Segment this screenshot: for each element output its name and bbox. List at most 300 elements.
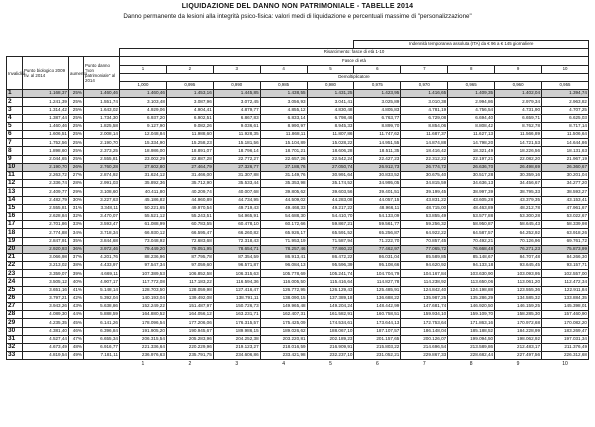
aumento-cell: 28% bbox=[69, 180, 84, 188]
value-cell: 150.726,73 bbox=[213, 303, 260, 311]
punto-biologico-cell: 2.336,74 bbox=[23, 180, 69, 188]
value-cell: 1.416,65 bbox=[401, 90, 448, 98]
table-row bbox=[7, 221, 589, 229]
value-cell: 59.561,77 bbox=[354, 221, 401, 229]
invalidita-cell: 14 bbox=[7, 196, 23, 204]
demoltiplicatore-value: 1,000 bbox=[120, 81, 167, 89]
value-cell: 26.774,72 bbox=[401, 163, 448, 171]
invalidita-header: Invalidità bbox=[7, 57, 23, 90]
aumento-cell: 32% bbox=[69, 212, 84, 220]
aumento-cell: 48% bbox=[69, 343, 84, 351]
value-cell: 43.153,41 bbox=[542, 196, 589, 204]
value-cell: 35.712,90 bbox=[166, 180, 213, 188]
value-cell: 59.867,21 bbox=[307, 221, 354, 229]
value-cell: 40.209,74 bbox=[166, 188, 213, 196]
value-cell: 22.197,21 bbox=[448, 155, 495, 163]
invalidita-cell: 22 bbox=[7, 262, 23, 270]
table-row bbox=[7, 286, 589, 294]
table-row bbox=[7, 155, 589, 163]
aumento-cell: 45% bbox=[69, 319, 84, 327]
invalidita-cell: 32 bbox=[7, 343, 23, 351]
value-cell: 146.159,25 bbox=[495, 303, 542, 311]
aumento-cell: 25% bbox=[69, 98, 84, 106]
punto-biologico-cell: 2.044,65 bbox=[23, 155, 69, 163]
punto-biologico-cell: 3.651,16 bbox=[23, 286, 69, 294]
value-cell: 40.007,68 bbox=[213, 188, 260, 196]
aumento-cell: 25% bbox=[69, 106, 84, 114]
value-cell: 4.879,77 bbox=[213, 106, 260, 114]
punto-danno-cell: 6.655,34 bbox=[84, 335, 120, 343]
value-cell: 73.048,92 bbox=[120, 237, 167, 245]
value-cell: 71.587,94 bbox=[307, 237, 354, 245]
aumento-cell: 25% bbox=[69, 147, 84, 155]
value-cell: 140.193,04 bbox=[120, 294, 167, 302]
value-cell: 3.087,96 bbox=[166, 98, 213, 106]
value-cell: 60.783,55 bbox=[166, 221, 213, 229]
value-cell: 212.483,17 bbox=[495, 343, 542, 351]
value-cell: 86.913,41 bbox=[260, 253, 307, 261]
footer-number: 5 bbox=[329, 360, 332, 367]
table-row bbox=[7, 196, 589, 204]
value-cell: 34.456,67 bbox=[495, 180, 542, 188]
value-cell: 6.763,77 bbox=[354, 114, 401, 122]
value-cell: 1.453,16 bbox=[166, 90, 213, 98]
punto-danno-cell: 6.141,26 bbox=[84, 319, 120, 327]
value-cell: 221.336,64 bbox=[120, 343, 167, 351]
demoltiplicatore-value: 0,995 bbox=[166, 81, 213, 89]
value-cell: 124.198,88 bbox=[448, 286, 495, 294]
value-cell: 232.237,10 bbox=[307, 352, 354, 360]
value-cell: 87.795,78 bbox=[166, 253, 213, 261]
value-cell: 47.961,67 bbox=[542, 204, 589, 212]
value-cell: 95.596,39 bbox=[307, 262, 354, 270]
punto-danno-cell: 3.972,46 bbox=[84, 245, 120, 253]
punto-danno-cell: 5.148,14 bbox=[84, 286, 120, 294]
punto-biologico-cell: 3.359,07 bbox=[23, 270, 69, 278]
footer-number: 4 bbox=[282, 360, 285, 367]
value-cell: 11.988,60 bbox=[166, 131, 213, 139]
value-cell: 137.389,18 bbox=[307, 294, 354, 302]
invalidita-cell: 15 bbox=[7, 204, 23, 212]
value-cell: 146.920,50 bbox=[448, 303, 495, 311]
value-cell: 116.594,36 bbox=[213, 278, 260, 286]
table-row bbox=[7, 122, 589, 130]
punto-danno-header: Punto danno "non patrimoniale" al 2014 bbox=[84, 57, 120, 90]
value-cell: 70.126,96 bbox=[495, 237, 542, 245]
aumento-cell: 25% bbox=[69, 114, 84, 122]
value-cell: 8.899,70 bbox=[354, 122, 401, 130]
value-cell: 6.937,20 bbox=[120, 114, 167, 122]
value-cell: 44.509,02 bbox=[260, 196, 307, 204]
value-cell: 71.222,70 bbox=[354, 237, 401, 245]
value-cell: 69.761,72 bbox=[542, 237, 589, 245]
punto-danno-cell: 5.888,59 bbox=[84, 311, 120, 319]
risarcimento-header: Risarcimento: fasce di età 1-10 bbox=[120, 49, 589, 57]
value-cell: 149.204,24 bbox=[307, 303, 354, 311]
value-cell: 61.088,99 bbox=[120, 221, 167, 229]
punto-biologico-cell: 4.381,40 bbox=[23, 327, 69, 335]
value-cell: 211.376,49 bbox=[542, 343, 589, 351]
value-cell: 170.082,20 bbox=[542, 319, 589, 327]
value-cell: 54.410,70 bbox=[307, 212, 354, 220]
value-cell: 3.041,41 bbox=[307, 98, 354, 106]
value-cell: 21.967,19 bbox=[542, 155, 589, 163]
value-cell: 43.831,22 bbox=[401, 196, 448, 204]
value-cell: 227.497,56 bbox=[495, 352, 542, 360]
invalidita-cell: 11 bbox=[7, 172, 23, 180]
value-cell: 3.025,89 bbox=[354, 98, 401, 106]
punto-biologico-cell: 1.460,46 bbox=[23, 122, 69, 130]
punto-biologico-cell: 2.774,88 bbox=[23, 229, 69, 237]
value-cell: 53.577,88 bbox=[448, 212, 495, 220]
punto-biologico-cell: 3.213,02 bbox=[23, 262, 69, 270]
invalidita-cell: 8 bbox=[7, 147, 23, 155]
value-cell: 38.795,33 bbox=[495, 188, 542, 196]
aumento-cell: 36% bbox=[69, 245, 84, 253]
invalidita-cell: 27 bbox=[7, 303, 23, 311]
footer-number: 2 bbox=[188, 360, 192, 367]
value-cell: 107.389,53 bbox=[120, 270, 167, 278]
value-cell: 171.863,16 bbox=[448, 319, 495, 327]
value-cell: 11.566,89 bbox=[495, 131, 542, 139]
invalidita-cell: 3 bbox=[7, 106, 23, 114]
invalidita-cell: 20 bbox=[7, 245, 23, 253]
punto-danno-cell: 2.874,92 bbox=[84, 172, 120, 180]
value-cell: 27.602,80 bbox=[120, 163, 167, 171]
punto-danno-cell: 3.348,11 bbox=[84, 204, 120, 212]
value-cell: 86.031,04 bbox=[354, 253, 401, 261]
value-cell: 11.687,37 bbox=[401, 131, 448, 139]
value-cell: 161.582,91 bbox=[307, 311, 354, 319]
value-cell: 216.909,91 bbox=[307, 343, 354, 351]
value-cell: 48.212,78 bbox=[495, 204, 542, 212]
value-cell: 113.650,06 bbox=[448, 278, 495, 286]
demoltiplicatore-value: 0,970 bbox=[401, 81, 448, 89]
page-title: LIQUIDAZIONE DEL DANNO NON PATRIMONIALE - TABELLE 2014 bbox=[181, 3, 414, 10]
value-cell: 15.028,22 bbox=[307, 139, 354, 147]
value-cell: 18.891,07 bbox=[166, 147, 213, 155]
value-cell: 14.874,88 bbox=[401, 139, 448, 147]
punto-danno-cell: 1.825,58 bbox=[84, 122, 120, 130]
value-cell: 34.277,20 bbox=[542, 180, 589, 188]
invalidita-cell: 25 bbox=[7, 286, 23, 294]
value-cell: 201.157,65 bbox=[354, 335, 401, 343]
invalidita-cell: 9 bbox=[7, 155, 23, 163]
value-cell: 3.010,38 bbox=[401, 98, 448, 106]
value-cell: 86.472,22 bbox=[307, 253, 354, 261]
value-cell: 64.922,22 bbox=[401, 229, 448, 237]
value-cell: 48.966,11 bbox=[354, 204, 401, 212]
aumento-cell: 29% bbox=[69, 188, 84, 196]
value-cell: 15.258,23 bbox=[166, 139, 213, 147]
value-cell: 11.868,11 bbox=[260, 131, 307, 139]
value-cell: 23.002,29 bbox=[120, 155, 167, 163]
footer-number: 7 bbox=[422, 360, 426, 367]
value-cell: 53.022,67 bbox=[542, 212, 589, 220]
value-cell: 6.659,71 bbox=[495, 114, 542, 122]
value-cell: 9.127,90 bbox=[120, 122, 167, 130]
value-cell: 4.805,83 bbox=[354, 106, 401, 114]
value-cell: 189.026,62 bbox=[260, 327, 307, 335]
value-cell: 66.930,12 bbox=[120, 229, 167, 237]
value-cell: 1.423,95 bbox=[354, 90, 401, 98]
value-cell: 54.133,09 bbox=[354, 212, 401, 220]
value-cell: 77.860,22 bbox=[307, 245, 354, 253]
punto-danno-cell: 7.181,11 bbox=[84, 352, 120, 360]
value-cell: 135.987,25 bbox=[401, 294, 448, 302]
value-cell: 112.472,34 bbox=[542, 278, 589, 286]
value-cell: 1.409,35 bbox=[448, 90, 495, 98]
ita-header: Indennità temporanea assoluta (ITA) da € 96 a € 145 giornaliere bbox=[354, 41, 589, 49]
value-cell: 229.867,33 bbox=[401, 352, 448, 360]
page-subtitle: Danno permanente da lesioni alla integrità psico-fisica: valori medi di liquidazione e percentuali massime di "personalizzazione" bbox=[123, 13, 472, 20]
punto-biologico-cell: 2.190,70 bbox=[23, 163, 69, 171]
value-cell: 231.052,21 bbox=[354, 352, 401, 360]
aumento-cell: 26% bbox=[69, 163, 84, 171]
aumento-cell: 27% bbox=[69, 172, 84, 180]
value-cell: 228.682,44 bbox=[448, 352, 495, 360]
value-cell: 174.534,61 bbox=[307, 319, 354, 327]
value-cell: 134.585,32 bbox=[495, 294, 542, 302]
value-cell: 125.485,91 bbox=[354, 286, 401, 294]
value-cell: 9.082,26 bbox=[166, 122, 213, 130]
punto-biologico-cell: 3.943,26 bbox=[23, 303, 69, 311]
value-cell: 22.082,20 bbox=[495, 155, 542, 163]
value-cell: 117.183,22 bbox=[166, 278, 213, 286]
value-cell: 178.096,54 bbox=[120, 319, 167, 327]
aumento-header: aumento bbox=[69, 57, 84, 90]
table-row bbox=[7, 335, 589, 343]
age-band-label: 6 bbox=[354, 65, 401, 73]
value-cell: 115.416,64 bbox=[307, 278, 354, 286]
value-cell: 76.271,23 bbox=[495, 245, 542, 253]
value-cell: 79.449,20 bbox=[120, 245, 167, 253]
value-cell: 11.928,35 bbox=[213, 131, 260, 139]
value-cell: 8.990,97 bbox=[260, 122, 307, 130]
value-cell: 97.059,60 bbox=[166, 262, 213, 270]
age-band-label: 4 bbox=[260, 65, 307, 73]
value-cell: 104.704,79 bbox=[354, 270, 401, 278]
invalidita-cell: 31 bbox=[7, 335, 23, 343]
value-cell: 159.109,70 bbox=[448, 311, 495, 319]
value-cell: 8.945,33 bbox=[307, 122, 354, 130]
punto-danno-cell: 2.760,28 bbox=[84, 163, 120, 171]
age-band-label: 2 bbox=[166, 65, 213, 73]
invalidita-cell: 18 bbox=[7, 229, 23, 237]
punto-danno-cell: 3.227,63 bbox=[84, 196, 120, 204]
value-cell: 18.986,00 bbox=[120, 147, 167, 155]
value-cell: 6.902,51 bbox=[166, 114, 213, 122]
value-cell: 4.707,25 bbox=[542, 106, 589, 114]
value-cell: 78.257,46 bbox=[260, 245, 307, 253]
punto-danno-cell: 2.555,81 bbox=[84, 155, 120, 163]
punto-danno-cell: 5.638,86 bbox=[84, 303, 120, 311]
value-cell: 22.772,27 bbox=[213, 155, 260, 163]
table-row bbox=[7, 311, 589, 319]
value-cell: 18.511,35 bbox=[354, 147, 401, 155]
value-cell: 40.411,80 bbox=[120, 188, 167, 196]
value-cell: 65.926,17 bbox=[260, 229, 307, 237]
aumento-cell: 35% bbox=[69, 237, 84, 245]
table-row bbox=[7, 163, 589, 171]
value-cell: 114.827,78 bbox=[354, 278, 401, 286]
table-row bbox=[7, 90, 589, 98]
value-cell: 172.753,64 bbox=[401, 319, 448, 327]
demoltiplicatore-header: Demoltiplicatore bbox=[120, 73, 589, 81]
punto-biologico-cell: 2.628,84 bbox=[23, 212, 69, 220]
value-cell: 53.855,49 bbox=[401, 212, 448, 220]
value-cell: 128.703,50 bbox=[120, 286, 167, 294]
value-cell: 44.734,95 bbox=[213, 196, 260, 204]
value-cell: 4.756,54 bbox=[448, 106, 495, 114]
value-cell: 183.269,47 bbox=[542, 327, 589, 335]
invalidita-cell: 23 bbox=[7, 270, 23, 278]
value-cell: 93.157,71 bbox=[542, 262, 589, 270]
value-cell: 31.149,76 bbox=[260, 172, 307, 180]
value-cell: 218.016,59 bbox=[260, 343, 307, 351]
value-cell: 138.791,11 bbox=[213, 294, 260, 302]
table-row bbox=[7, 270, 589, 278]
punto-danno-cell: 3.470,07 bbox=[84, 212, 120, 220]
value-cell: 31.624,12 bbox=[120, 172, 167, 180]
value-cell: 45.186,82 bbox=[120, 196, 167, 204]
value-cell: 1.438,55 bbox=[260, 90, 307, 98]
punto-biologico-cell: 1.168,37 bbox=[23, 90, 69, 98]
value-cell: 106.852,58 bbox=[166, 270, 213, 278]
value-cell: 219.123,27 bbox=[213, 343, 260, 351]
value-cell: 48.463,89 bbox=[448, 204, 495, 212]
aumento-cell: 41% bbox=[69, 286, 84, 294]
aumento-cell: 39% bbox=[69, 270, 84, 278]
value-cell: 49.970,54 bbox=[166, 204, 213, 212]
value-cell: 214.696,54 bbox=[401, 343, 448, 351]
value-cell: 64.587,57 bbox=[448, 229, 495, 237]
invalidita-cell: 2 bbox=[7, 98, 23, 106]
value-cell: 26.498,69 bbox=[495, 163, 542, 171]
value-cell: 126.129,43 bbox=[307, 286, 354, 294]
table-row bbox=[7, 98, 589, 106]
value-cell: 6.867,83 bbox=[213, 114, 260, 122]
value-cell: 6.729,08 bbox=[401, 114, 448, 122]
value-cell: 188.067,10 bbox=[307, 327, 354, 335]
value-cell: 203.220,81 bbox=[260, 335, 307, 343]
value-cell: 133.884,35 bbox=[542, 294, 589, 302]
value-cell: 15.104,89 bbox=[260, 139, 307, 147]
punto-biologico-cell: 1.898,60 bbox=[23, 147, 69, 155]
value-cell: 198.062,92 bbox=[495, 335, 542, 343]
value-cell: 39.603,56 bbox=[307, 188, 354, 196]
table-row bbox=[7, 319, 589, 327]
value-cell: 138.090,15 bbox=[260, 294, 307, 302]
value-cell: 8.808,42 bbox=[448, 122, 495, 130]
value-cell: 184.228,99 bbox=[495, 327, 542, 335]
footer-number: 8 bbox=[469, 360, 473, 367]
value-cell: 39.805,62 bbox=[260, 188, 307, 196]
value-cell: 9.036,61 bbox=[213, 122, 260, 130]
invalidita-cell: 6 bbox=[7, 131, 23, 139]
value-cell: 186.148,04 bbox=[401, 327, 448, 335]
value-cell: 6.694,40 bbox=[448, 114, 495, 122]
value-cell: 18.131,63 bbox=[542, 147, 589, 155]
value-cell: 26.360,67 bbox=[542, 163, 589, 171]
invalidita-cell: 21 bbox=[7, 253, 23, 261]
demoltiplicatore-value: 0,990 bbox=[213, 81, 260, 89]
value-cell: 197.031,34 bbox=[542, 335, 589, 343]
value-cell: 30.675,40 bbox=[401, 172, 448, 180]
value-cell: 26.636,70 bbox=[448, 163, 495, 171]
value-cell: 1.402,04 bbox=[495, 90, 542, 98]
value-cell: 39.401,51 bbox=[354, 188, 401, 196]
invalidita-cell: 12 bbox=[7, 180, 23, 188]
value-cell: 233.421,98 bbox=[260, 352, 307, 360]
table-row bbox=[7, 147, 589, 155]
value-cell: 204.252,38 bbox=[213, 335, 260, 343]
value-cell: 148.442,99 bbox=[354, 303, 401, 311]
aumento-cell: 33% bbox=[69, 221, 84, 229]
age-band-label: 10 bbox=[542, 65, 589, 73]
value-cell: 27.326,77 bbox=[213, 163, 260, 171]
punto-danno-cell: 1.643,02 bbox=[84, 106, 120, 114]
demoltiplicatore-value: 0,960 bbox=[495, 81, 542, 89]
value-cell: 95.108,66 bbox=[354, 262, 401, 270]
value-cell: 55.243,51 bbox=[166, 212, 213, 220]
value-cell: 15.334,90 bbox=[120, 139, 167, 147]
value-cell: 30.201,04 bbox=[542, 172, 589, 180]
value-cell: 213.589,86 bbox=[448, 343, 495, 351]
footer-number: 1 bbox=[141, 360, 145, 367]
table-row bbox=[7, 106, 589, 114]
table-row bbox=[7, 114, 589, 122]
value-cell: 164.056,12 bbox=[166, 311, 213, 319]
value-cell: 8.854,06 bbox=[401, 122, 448, 130]
value-cell: 220.229,96 bbox=[166, 343, 213, 351]
footer-number: 10 bbox=[562, 360, 568, 367]
punto-danno-cell: 2.991,03 bbox=[84, 180, 120, 188]
punto-danno-cell: 3.593,47 bbox=[84, 221, 120, 229]
aumento-cell: 25% bbox=[69, 155, 84, 163]
value-cell: 50.221,65 bbox=[120, 204, 167, 212]
value-cell: 1.445,85 bbox=[213, 90, 260, 98]
value-cell: 43.605,28 bbox=[448, 196, 495, 204]
punto-danno-cell: 5.392,04 bbox=[84, 294, 120, 302]
age-band-label: 7 bbox=[401, 65, 448, 73]
punto-biologico-cell: 4.235,35 bbox=[23, 319, 69, 327]
table-row bbox=[7, 131, 589, 139]
value-cell: 15.181,56 bbox=[213, 139, 260, 147]
aumento-cell: 43% bbox=[69, 303, 84, 311]
value-cell: 128.059,98 bbox=[166, 286, 213, 294]
value-cell: 157.460,90 bbox=[542, 311, 589, 319]
value-cell: 35.533,44 bbox=[213, 180, 260, 188]
value-cell: 105.778,69 bbox=[260, 270, 307, 278]
value-cell: 102.557,00 bbox=[542, 270, 589, 278]
value-cell: 96.571,87 bbox=[213, 262, 260, 270]
value-cell: 30.359,16 bbox=[495, 172, 542, 180]
value-cell: 160.758,51 bbox=[354, 311, 401, 319]
value-cell: 103.093,95 bbox=[495, 270, 542, 278]
value-cell: 94.620,92 bbox=[401, 262, 448, 270]
value-cell: 151.487,97 bbox=[166, 303, 213, 311]
value-cell: 185.188,52 bbox=[448, 327, 495, 335]
aumento-cell: 40% bbox=[69, 278, 84, 286]
aumento-cell: 46% bbox=[69, 327, 84, 335]
invalidita-cell: 24 bbox=[7, 278, 23, 286]
value-cell: 234.606,86 bbox=[213, 352, 260, 360]
value-cell: 31.466,00 bbox=[166, 172, 213, 180]
value-cell: 22.542,24 bbox=[307, 155, 354, 163]
invalidita-cell: 13 bbox=[7, 188, 23, 196]
aumento-cell: 25% bbox=[69, 122, 84, 130]
